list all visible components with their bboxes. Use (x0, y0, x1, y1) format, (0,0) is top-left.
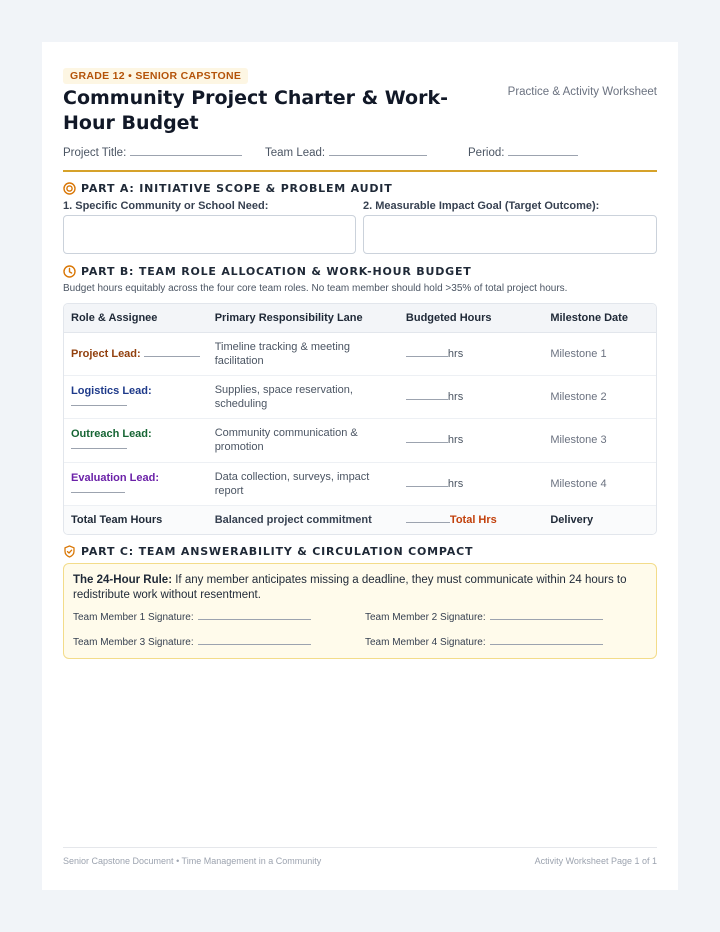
assignee-line[interactable] (71, 440, 127, 449)
role-label-logistics-lead: Logistics Lead: (71, 385, 152, 398)
role-label-evaluation-lead: Evaluation Lead: (71, 471, 160, 484)
signature-member-2[interactable] (365, 611, 603, 623)
footer-divider (63, 847, 657, 848)
rule-label: The 24-Hour Rule: (73, 574, 173, 586)
impact-goal-input[interactable] (363, 215, 657, 254)
total-row (64, 506, 656, 534)
rule-text: If any member anticipates missing a deadline, they must communicate within 24 hours to redistribute work without resentment. (73, 574, 627, 601)
team-lead-field[interactable] (265, 147, 427, 159)
worksheet-page (42, 42, 678, 890)
total-hours-label: Total Hrs (449, 513, 497, 526)
signature-line[interactable] (490, 636, 603, 645)
hours-unit: hrs (447, 477, 464, 490)
clock-icon (63, 265, 76, 278)
table-header-row (64, 304, 656, 332)
community-need-label: 1. Specific Community or School Need: (63, 200, 269, 212)
shield-check-icon (63, 545, 76, 558)
hours-unit: hrs (447, 347, 464, 360)
column-header: Role & Assignee (64, 304, 208, 332)
signature-label: Team Member 2 Signature: (365, 612, 486, 623)
signature-member-3[interactable] (73, 636, 311, 648)
total-hours-line[interactable] (406, 514, 450, 523)
page-title: Community Project Charter & Work-Hour Budget (63, 87, 448, 134)
community-need-input[interactable] (63, 215, 356, 254)
signature-line[interactable] (198, 611, 311, 620)
period-label: Period: (468, 147, 505, 159)
part-c-title (63, 545, 657, 558)
milestone-date: Milestone 3 (543, 419, 656, 462)
assignee-line[interactable] (71, 397, 127, 406)
signature-line[interactable] (490, 611, 603, 620)
period-line[interactable] (508, 147, 578, 156)
grade-badge: GRADE 12 • SENIOR CAPSTONE (63, 68, 248, 84)
signature-label: Team Member 4 Signature: (365, 637, 486, 648)
column-header: Milestone Date (543, 304, 656, 332)
signature-member-4[interactable] (365, 636, 603, 648)
role-label-outreach-lead: Outreach Lead: (71, 428, 152, 441)
team-lead-line[interactable] (329, 147, 427, 156)
hours-line[interactable] (406, 348, 448, 357)
table-row (64, 332, 656, 375)
project-title-label: Project Title: (63, 147, 127, 159)
responsibility-lane: Supplies, space reservation, scheduling (208, 375, 399, 418)
role-label-project-lead: Project Lead: (71, 347, 141, 360)
meta-row (63, 147, 657, 163)
hours-line[interactable] (406, 391, 448, 400)
hours-line[interactable] (406, 434, 448, 443)
hours-unit: hrs (447, 434, 464, 447)
milestone-date: Milestone 1 (543, 332, 656, 375)
budget-note: Budget hours equitably across the four core team roles. No team member should hold >35% of total project hours. (63, 283, 568, 294)
hours-line[interactable] (406, 478, 448, 487)
total-milestone: Delivery (543, 506, 656, 534)
assignee-line[interactable] (71, 484, 125, 493)
rule-paragraph (73, 573, 647, 602)
compact-box (63, 563, 657, 659)
footer-page-number: Activity Worksheet Page 1 of 1 (534, 856, 657, 866)
column-header: Primary Responsibility Lane (208, 304, 399, 332)
part-b-title-text: PART B: TEAM ROLE ALLOCATION & WORK-HOUR BUDGET (81, 265, 472, 278)
table-row (64, 375, 656, 418)
responsibility-lane: Community communication & promotion (208, 419, 399, 462)
impact-goal-label: 2. Measurable Impact Goal (Target Outcome): (363, 200, 600, 212)
signature-label: Team Member 1 Signature: (73, 612, 194, 623)
project-title-line[interactable] (130, 147, 242, 156)
total-lane: Balanced project commitment (208, 506, 399, 534)
signature-member-1[interactable] (73, 611, 311, 623)
responsibility-lane: Timeline tracking & meeting facilitation (208, 332, 399, 375)
team-lead-label: Team Lead: (265, 147, 326, 159)
table-row (64, 462, 656, 505)
hours-unit: hrs (447, 391, 464, 404)
column-header: Budgeted Hours (399, 304, 543, 332)
footer-document-label: Senior Capstone Document • Time Management in a Community (63, 856, 322, 866)
target-icon (63, 182, 76, 195)
table-row (64, 419, 656, 462)
signature-label: Team Member 3 Signature: (73, 637, 194, 648)
period-field[interactable] (468, 147, 578, 159)
header-divider (63, 170, 657, 172)
part-a-title (63, 182, 657, 195)
total-label: Total Team Hours (64, 506, 208, 534)
assignee-line[interactable] (144, 348, 200, 357)
milestone-date: Milestone 2 (543, 375, 656, 418)
milestone-date: Milestone 4 (543, 462, 656, 505)
part-c-title-text: PART C: TEAM ANSWERABILITY & CIRCULATION COMPACT (81, 545, 474, 558)
part-a-title-text: PART A: INITIATIVE SCOPE & PROBLEM AUDIT (81, 182, 393, 195)
role-allocation-table (63, 303, 657, 535)
project-title-field[interactable] (63, 147, 242, 159)
worksheet-type-label: Practice & Activity Worksheet (507, 86, 657, 98)
responsibility-lane: Data collection, surveys, impact report (208, 462, 399, 505)
part-b-title (63, 265, 657, 278)
signature-line[interactable] (198, 636, 311, 645)
